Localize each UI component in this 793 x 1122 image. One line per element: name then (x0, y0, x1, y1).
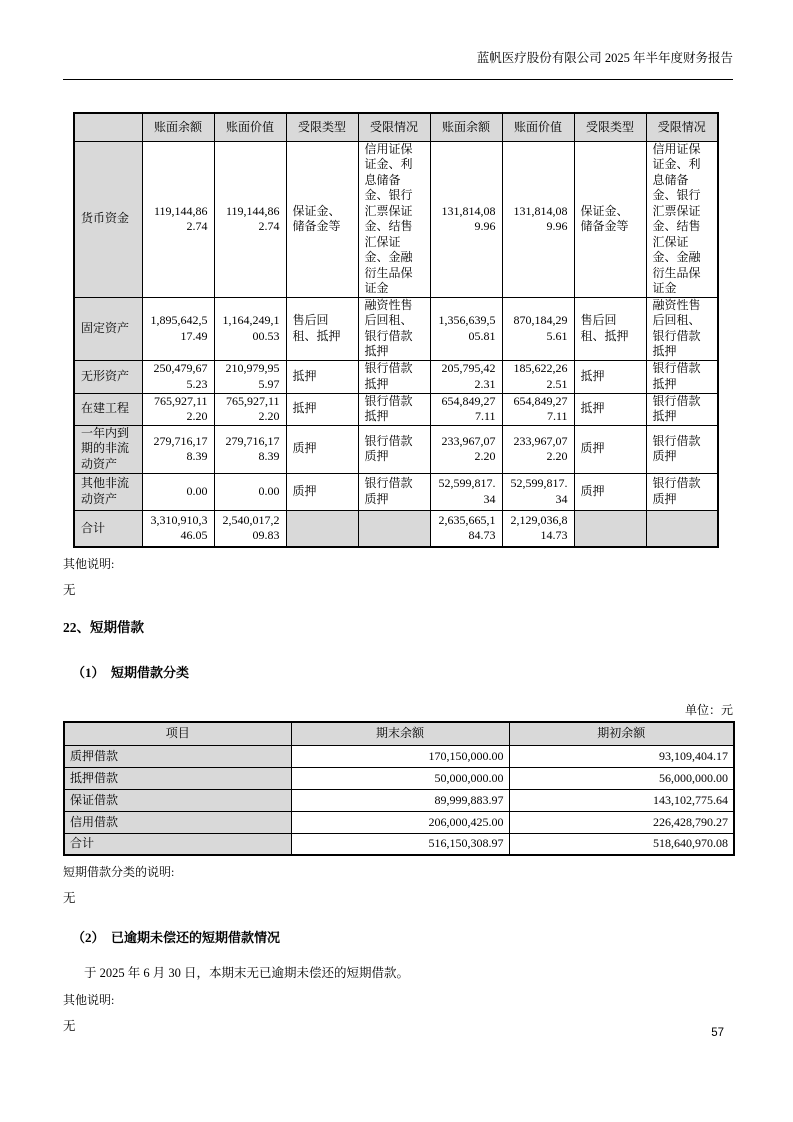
table-cell: 信用证保证金、利息储备金、银行汇票保证金、结售汇保证金、金融衍生品保证金 (646, 141, 718, 297)
table-cell (286, 510, 358, 547)
table-cell (574, 510, 646, 547)
table-cell: 1,164,249,100.53 (214, 297, 286, 360)
table-cell: 银行借款抵押 (646, 360, 718, 393)
table-cell: 131,814,089.96 (430, 141, 502, 297)
table-cell: 93,109,404.17 (509, 745, 734, 767)
table-cell (646, 510, 718, 547)
table-cell: 银行借款抵押 (646, 393, 718, 425)
table-cell: 质押 (286, 473, 358, 510)
table-cell: 银行借款抵押 (358, 393, 430, 425)
table-row (74, 473, 718, 510)
column-header: 账面余额 (142, 113, 214, 141)
table-cell: 279,716,178.39 (214, 425, 286, 473)
table-cell: 50,000,000.00 (291, 767, 509, 789)
table-cell: 205,795,422.31 (430, 360, 502, 393)
table-cell: 质押 (574, 425, 646, 473)
table-cell: 185,622,262.51 (502, 360, 574, 393)
row-label: 固定资产 (74, 297, 142, 360)
table-cell: 250,479,675.23 (142, 360, 214, 393)
table-cell: 银行借款质押 (646, 425, 718, 473)
classification-note-label: 短期借款分类的说明: (63, 865, 175, 879)
row-label: 其他非流动资产 (74, 473, 142, 510)
table-cell: 银行借款质押 (358, 473, 430, 510)
page-number: 57 (711, 1027, 724, 1039)
table-cell: 279,716,178.39 (142, 425, 214, 473)
table-cell: 信用证保证金、利息储备金、银行汇票保证金、结售汇保证金、金融衍生品保证金 (358, 141, 430, 297)
table-cell: 售后回租、抵押 (574, 297, 646, 360)
row-label: 抵押借款 (64, 767, 291, 789)
row-label: 在建工程 (74, 393, 142, 425)
table-cell: 质押 (574, 473, 646, 510)
table-cell: 抵押 (286, 393, 358, 425)
column-header: 受限类型 (286, 113, 358, 141)
table-cell: 654,849,277.11 (430, 393, 502, 425)
column-header: 受限类型 (574, 113, 646, 141)
report-header-title: 蓝帆医疗股份有限公司 2025 年半年度财务报告 (63, 50, 733, 80)
table-cell: 融资性售后回租、银行借款抵押 (646, 297, 718, 360)
table-cell: 2,635,665,184.73 (430, 510, 502, 547)
table-cell: 1,895,642,517.49 (142, 297, 214, 360)
restricted-assets-table (73, 112, 719, 548)
table-cell: 0.00 (142, 473, 214, 510)
table-cell: 516,150,308.97 (291, 833, 509, 855)
short-term-loans-table (63, 721, 735, 856)
table-row (74, 141, 718, 297)
table-header-row (74, 113, 718, 141)
table-cell: 52,599,817.34 (502, 473, 574, 510)
table-cell: 765,927,112.20 (142, 393, 214, 425)
row-label: 保证借款 (64, 789, 291, 811)
table-total-row (64, 833, 734, 855)
row-label: 无形资产 (74, 360, 142, 393)
table-cell: 870,184,295.61 (502, 297, 574, 360)
table-cell: 2,540,017,209.83 (214, 510, 286, 547)
table-row (74, 297, 718, 360)
table-row (74, 360, 718, 393)
table-cell: 保证金、储备金等 (286, 141, 358, 297)
column-header (74, 113, 142, 141)
table-row (64, 811, 734, 833)
table-cell: 119,144,862.74 (142, 141, 214, 297)
table-cell: 质押 (286, 425, 358, 473)
unit-label: 单位：元 (684, 703, 733, 717)
other-note-label-2: 其他说明: (63, 993, 115, 1007)
column-header: 期末余额 (291, 722, 509, 745)
table-cell: 3,310,910,346.05 (142, 510, 214, 547)
table-cell: 210,979,955.97 (214, 360, 286, 393)
table-row (64, 789, 734, 811)
column-header: 受限情况 (358, 113, 430, 141)
classification-note-value: 无 (63, 891, 76, 905)
table-cell: 售后回租、抵押 (286, 297, 358, 360)
table-cell: 融资性售后回租、银行借款抵押 (358, 297, 430, 360)
table-cell: 抵押 (286, 360, 358, 393)
table-cell: 0.00 (214, 473, 286, 510)
row-label: 信用借款 (64, 811, 291, 833)
table-cell: 银行借款抵押 (358, 360, 430, 393)
row-label: 合计 (74, 510, 142, 547)
table-cell: 抵押 (574, 393, 646, 425)
table-cell: 2,129,036,814.73 (502, 510, 574, 547)
table-cell: 1,356,639,505.81 (430, 297, 502, 360)
table-cell: 233,967,072.20 (502, 425, 574, 473)
column-header: 期初余额 (509, 722, 734, 745)
column-header: 账面价值 (502, 113, 574, 141)
overdue-statement: 于 2025 年 6 月 30 日，本期末无已逾期未偿还的短期借款。 (84, 966, 410, 980)
column-header: 项目 (64, 722, 291, 745)
row-label: 货币资金 (74, 141, 142, 297)
table-cell: 131,814,089.96 (502, 141, 574, 297)
table-cell: 银行借款质押 (646, 473, 718, 510)
table-row (64, 745, 734, 767)
section-heading-short-term-loans: 22、短期借款 (63, 620, 144, 635)
row-label: 一年内到期的非流动资产 (74, 425, 142, 473)
table-cell: 银行借款质押 (358, 425, 430, 473)
column-header: 受限情况 (646, 113, 718, 141)
table-cell: 抵押 (574, 360, 646, 393)
table-cell: 52,599,817.34 (430, 473, 502, 510)
row-label: 质押借款 (64, 745, 291, 767)
other-note-label: 其他说明: (63, 557, 115, 571)
subsection-heading-overdue: （2） 已逾期未偿还的短期借款情况 (72, 930, 281, 945)
other-note-value-2: 无 (63, 1019, 76, 1033)
table-cell: 89,999,883.97 (291, 789, 509, 811)
table-row (74, 393, 718, 425)
table-cell: 226,428,790.27 (509, 811, 734, 833)
table-cell: 654,849,277.11 (502, 393, 574, 425)
row-label: 合计 (64, 833, 291, 855)
table-header-row (64, 722, 734, 745)
table-cell: 206,000,425.00 (291, 811, 509, 833)
table-cell (358, 510, 430, 547)
table-cell: 143,102,775.64 (509, 789, 734, 811)
table-cell: 765,927,112.20 (214, 393, 286, 425)
table-total-row (74, 510, 718, 547)
subsection-heading-classification: （1） 短期借款分类 (72, 665, 190, 680)
table-row (74, 425, 718, 473)
other-note-value: 无 (63, 583, 76, 597)
table-cell: 233,967,072.20 (430, 425, 502, 473)
table-cell: 119,144,862.74 (214, 141, 286, 297)
column-header: 账面余额 (430, 113, 502, 141)
table-row (64, 767, 734, 789)
column-header: 账面价值 (214, 113, 286, 141)
table-cell: 170,150,000.00 (291, 745, 509, 767)
table-cell: 518,640,970.08 (509, 833, 734, 855)
table-cell: 保证金、储备金等 (574, 141, 646, 297)
table-cell: 56,000,000.00 (509, 767, 734, 789)
